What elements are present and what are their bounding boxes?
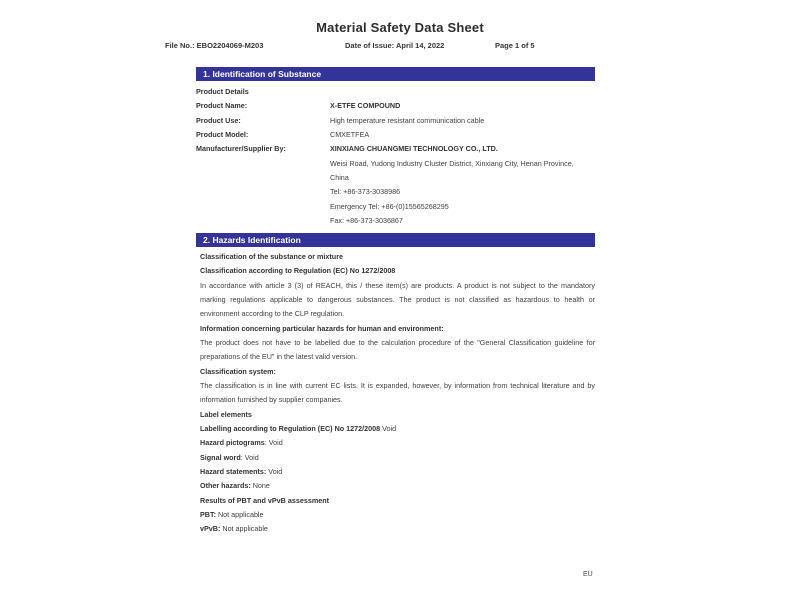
inline-label: Labelling according to Regulation (EC) No 1272/2008 bbox=[200, 423, 381, 433]
hazards-subheading: Label elements bbox=[200, 409, 252, 419]
supplier-address-block bbox=[196, 157, 595, 229]
field-label: Manufacturer/Supplier By: bbox=[196, 144, 286, 154]
field-value: XINXIANG CHUANGMEI TECHNOLOGY CO., LTD. bbox=[330, 144, 498, 154]
field-value: High temperature resistant communication cable bbox=[330, 115, 485, 125]
product-field-row bbox=[196, 128, 595, 142]
hazards-label-value-line bbox=[200, 465, 595, 479]
inline-value: Void bbox=[380, 423, 397, 433]
product-details-heading: Product Details bbox=[196, 87, 249, 96]
hazards-paragraph: The product does not have to be labelled due to the calculation procedure of the "General Classification guideline for preparations of the EU" in the latest valid version. bbox=[200, 337, 595, 362]
inline-label: PBT: bbox=[200, 509, 216, 519]
supplier-address-line: Fax: +86-373-3036867 bbox=[330, 215, 403, 225]
inline-label: Other hazards: bbox=[200, 481, 251, 491]
field-label: Product Use: bbox=[196, 115, 241, 125]
hazards-label-value-line bbox=[200, 436, 595, 450]
hazards-subheading: Information concerning particular hazards for human and environment: bbox=[200, 323, 444, 333]
page-title: Material Safety Data Sheet bbox=[316, 20, 484, 35]
hazards-label-value-line bbox=[200, 479, 595, 493]
hazards-label-value-line bbox=[200, 422, 595, 436]
hazards-subheading: Results of PBT and vPvB assessment bbox=[200, 495, 330, 505]
inline-label: vPvB: bbox=[200, 524, 221, 534]
hazards-paragraph: In accordance with article 3 (3) of REACH, this / these item(s) are products. A product is not subject to the mandatory marking regulations applicable to dangerous substances. The product is not classified as hazardous to health or environment according to the CLP regulation. bbox=[200, 280, 595, 319]
date-of-issue: Date of Issue: April 14, 2022 bbox=[345, 41, 445, 50]
hazards-subheading: Classification of the substance or mixture bbox=[200, 252, 343, 261]
product-field-row bbox=[196, 99, 595, 113]
section-hazards bbox=[196, 233, 595, 537]
supplier-address-line: Emergency Tel: +86-(0)15565268295 bbox=[330, 201, 449, 211]
supplier-address-line: Weisi Road, Yudong Industry Cluster District, Xinxiang City, Henan Province, bbox=[330, 158, 574, 168]
supplier-address-line: Tel: +86-373-3038986 bbox=[330, 187, 401, 197]
hazards-label-value-line bbox=[200, 522, 595, 536]
inline-value: Void bbox=[266, 466, 283, 476]
product-fields-list bbox=[196, 99, 595, 156]
field-label: Product Name: bbox=[196, 101, 248, 111]
section-2-body bbox=[196, 250, 595, 537]
section-1-header-bar: 1. Identification of Substance bbox=[196, 67, 595, 81]
footer-region-label: EU bbox=[583, 571, 593, 578]
product-field-row bbox=[196, 114, 595, 128]
inline-value: Not applicable bbox=[215, 509, 264, 519]
hazards-label-value-line bbox=[200, 451, 595, 465]
hazards-paragraph: The classification is in line with current EC lists. It is expanded, however, by information from technical literature and by information furnished by supplier companies. bbox=[200, 380, 595, 405]
supplier-address-line: China bbox=[330, 172, 349, 182]
inline-value: : Void bbox=[240, 452, 259, 462]
field-value: X-ETFE COMPOUND bbox=[330, 101, 401, 111]
inline-value: Not applicable bbox=[220, 524, 268, 534]
section-1-body bbox=[196, 85, 595, 228]
inline-label: Hazard statements: bbox=[200, 466, 267, 476]
page-number: Page 1 of 5 bbox=[495, 41, 535, 50]
hazards-subheading: Classification according to Regulation (EC) No 1272/2008 bbox=[200, 266, 396, 276]
file-number: File No.: EBO2204069-M203 bbox=[165, 41, 264, 50]
field-value: CMXETFEA bbox=[330, 129, 370, 139]
hazards-label-value-line bbox=[200, 508, 595, 522]
product-field-row bbox=[196, 142, 595, 156]
hazards-subheading: Classification system: bbox=[200, 366, 276, 376]
inline-value: : Void bbox=[264, 438, 283, 448]
section-2-header-bar: 2. Hazards Identification bbox=[196, 233, 595, 247]
field-label: Product Model: bbox=[196, 129, 249, 139]
section-identification bbox=[196, 67, 595, 228]
inline-value: None bbox=[250, 481, 270, 491]
inline-label: Signal word bbox=[200, 452, 241, 462]
inline-label: Hazard pictograms bbox=[200, 438, 265, 448]
